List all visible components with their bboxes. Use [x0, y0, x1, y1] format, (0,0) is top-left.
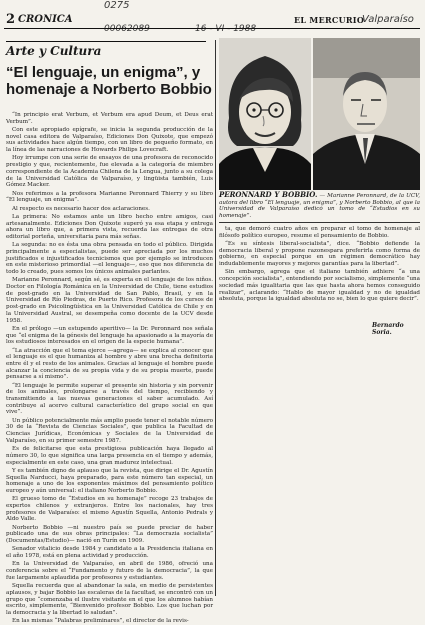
- paragraph: “Es su síntesis liberal-socialista”, dice. “Bobbio defiende la democracia liberal y propone razonespara preferirla como forma de gobierno, en especial porque en un régimen democrático hay indudablemente mayores y mejores garantías para la libertad”.: [219, 241, 420, 268]
- paragraph: Squella recuerda que al abandonar la sala, en medio de persistentes aplausos, y bajar Bobbio las escaleras de la facultad, se encontró con un grupo que “comenzaba el ilustre visitante en el que los alumnos habían escrito, simplemente, “Bienvenido profesor Bobbio. Los que luchan por la democracia y la libertad lo saludan”.: [6, 583, 213, 616]
- article-title: “El lenguaje, un enigma”, y homenaje a Norberto Bobbio: [6, 64, 212, 98]
- paragraph: La segunda: no es ésta una obra pensada en todo el público. Dirigida principalmente a especialistas, puede ser apreciada por los muchos justificados e injustificados tecnicismos que por ejemplo se introducen en este misterioso primordial —el lenguaje—, eso que nos diferencia de todo lo creado, pues somos los únicos animales parlantes.: [6, 242, 213, 276]
- paragraph: La primera: No estamos ante un libro hecho entre amigos, casi artesanalmente. Ediciones Don Quixote superó ya esa etapa y entrega ahora un libro que, a primera vista, recuerda las entregas de otra editorial porteña, universitaria para más señas.: [6, 213, 213, 240]
- handwritten-date: 16 - VI - 1988: [195, 24, 257, 34]
- photo-marianne-peronnard: [219, 38, 311, 190]
- paragraph: Al respecto es necesario hacer dos aclaraciones.: [12, 205, 150, 212]
- paragraph: “El lenguaje le permite superar el presente sin historia y sin porvenir de los animales, prolongarse a través del tiempo, recibiendo y transmitiendo a las nuevas generaciones el saber acumulado. Así contribuye al acervo cultural característico del grupo social en que vive”.: [6, 382, 213, 416]
- handwritten-code-1: 0275: [104, 0, 130, 11]
- paragraph: En las mismas “Palabras preliminares”, el director de la revis-: [12, 618, 189, 625]
- column-divider: [215, 40, 216, 596]
- paragraph: Y es también digno de aplauso que la revista, que dirige el Dr. Agustín Squella Narducci, haya preparado, para este número tan especial, un homenaje a uno de los exponentes máximos del pensamiento político europeo y aún universal: el italiano Norberto Bobbio.: [6, 467, 213, 494]
- article-body-right: [219, 226, 420, 305]
- photo-caption: [219, 192, 420, 220]
- handwritten-city: Valparaíso: [362, 14, 414, 25]
- paragraph: Hoy irrumpe con una serie de ensayos de una profesora de reconocido prestigio y que, recientemente, fue elevada a la categoría de miembro correspondiente de la Academia Chilena de la Lengua, junto a su colega de la Universidad Católica de Valparaíso, y lingüista también, Luis Gómez Macker.: [6, 155, 213, 189]
- paragraph: En la Universidad de Valparaíso, en abril de 1986, ofreció una conferencia sobre el “Fundamento y futuro de la democracia”, la que fue largamente aplaudida por profesores y estudiantes.: [6, 561, 213, 581]
- author-signature: Bernardo Soria.: [372, 322, 404, 336]
- photo-norberto-bobbio: [313, 38, 420, 190]
- handwritten-code-2: 00062089: [104, 24, 150, 34]
- article-body-left: [6, 112, 213, 625]
- paragraph: “La atracción que el tema ejerce —agrega— se explica al conocer que el lenguaje es el que humaniza al hombre y abre una brecha definitoria entre él y el resto de los animales. Gracias al lenguaje el hombre puede alcanzar la conciencia de su propia vida y de su propia muerte, puede pensarse a sí mismo”.: [6, 347, 213, 381]
- section-name: CRONICA: [18, 14, 73, 25]
- paragraph: “In principio erat Verbum, et Verbum era apud Deum, et Deus erat Verbum”.: [6, 112, 213, 125]
- paragraph: Con este apropiado epígrafe, se inicia la segunda producción de la novel casa editora de Valparaíso, Ediciones Don Quixote, que empezó sus actividades hace algún tiempo, con un libro de pequeño formato, en la línea de las narraciones de Howards Philips Lovecraft.: [6, 127, 213, 154]
- newspaper-name: EL MERCURIO: [294, 15, 365, 25]
- paragraph: Es de felicitarse que esta prestigiosa publicación haya llegado al número 30, lo que significa una larga presencia en el tiempo y además, especialmente en este caso, una gran madurez intelectual.: [6, 446, 213, 466]
- caption-text: — Marianne Peronnard, de la UCV, autora del libro “El lenguaje, un enigma”, y Norberto Bobbio, al que la Universidad de Valparaíso dedicó un tomo de “Estudios en su homenaje”.: [219, 193, 420, 220]
- paragraph: Senador vitalicio desde 1984 y candidato a la Presidencia italiana en el año 1978, está en plena actividad y producción.: [6, 546, 213, 560]
- masthead: [4, 14, 420, 29]
- paragraph: Sin embargo, agrega que el italiano también adhiere “a una concepción socialista”, entendiendo por socialismo, simplemente “una sociedad más igualitaria que las que hasta ahora hemos conseguido realizar”, aclarando: “Hablo de mayor igualdad y no de igualdad absoluta, porque la igualdad absoluta no se, bien lo que quiere decir”.: [219, 269, 420, 303]
- paragraph: Marianne Peronnard, según sé, es experta en el lenguaje de los niños. Doctor en Filología Románica en la Universidad de Chile, tiene estudios de post-grado en la Universidad de San Pablo, Brasil, y en la Universidad de Río Piedras, de Puerto Rico. Profesora de los cursos de post-grado en Psicolingüística en la Universidad Católica de Chile y en la Universidad Austral, se desempeña como docente de la UCV desde 1958.: [6, 277, 213, 324]
- caption-rule: [219, 222, 420, 223]
- paragraph: Norberto Bobbio —ni nuestro país se puede preciar de haber publicado una de sus obras principales: “La democrazia socialista” (Documentas/Estudio)— nació en Turín en 1909.: [6, 524, 213, 545]
- paragraph: ta, que demoró cuatro años en preparar el tomo de homenaje al filósofo político europeo, resume el pensamiento de Bobbio.: [219, 226, 420, 239]
- paragraph: Un público potencialmente más amplio puede tener el notable número 30 de la “Revista de Ciencias Sociales”, que publica la Facultad de Ciencias Jurídicas, Económicas y Sociales de la Universidad de Valparaíso, en su primer semestre 1987.: [6, 417, 213, 444]
- paragraph: Nos referimos a la profesora Marianne Peronnard Thierry y su libro “El lenguaje, un enigma”.: [6, 190, 213, 204]
- caption-lead: PERONNARD Y BOBBIO.: [219, 190, 318, 199]
- section-kicker: Arte y Cultura: [6, 41, 206, 58]
- paragraph: En el prólogo —un estupendo aperitivo— la Dr. Peronnard nos señala que “el enigma de la génesis del lenguaje ha apasionado a la mayoría de los estudiosos interesados en el origen de la especie humana”.: [6, 325, 213, 346]
- paragraph: El grueso tomo de “Estudios en su homenaje” recoge 23 trabajos de expertos chilenos y extranjeros. Entre los nacionales, hay tres profesores de Valparaíso: el mismo Agustín Squella, Antonio Pedrals y Aldo Valle.: [6, 496, 213, 523]
- page-number: 2: [6, 12, 16, 27]
